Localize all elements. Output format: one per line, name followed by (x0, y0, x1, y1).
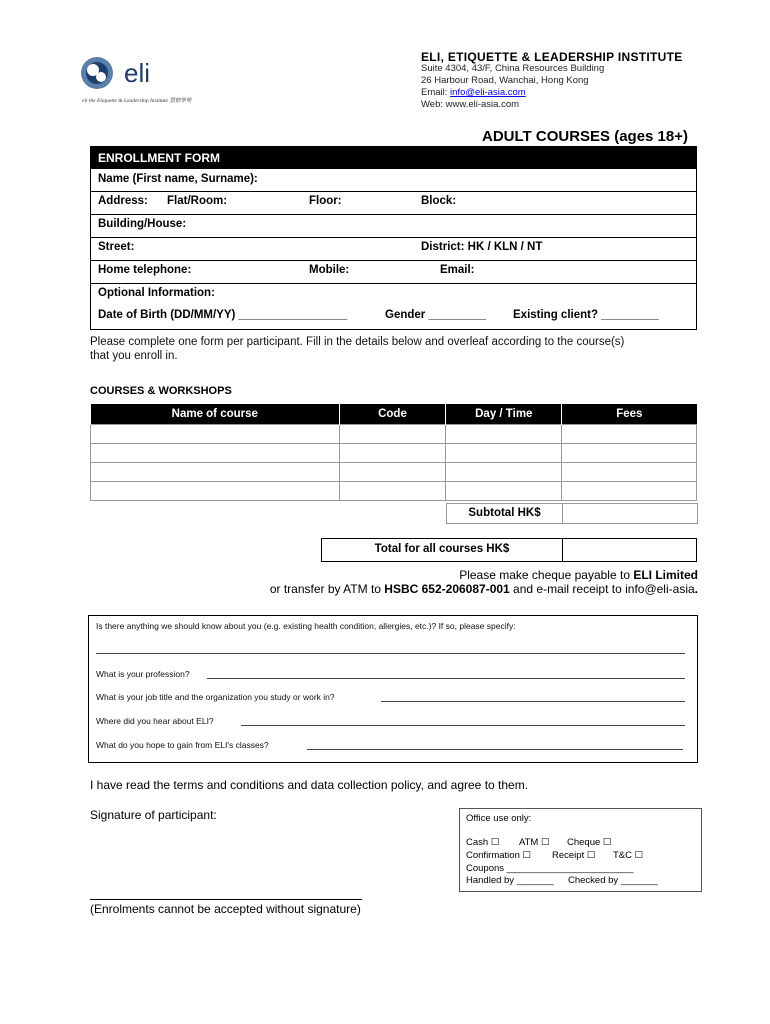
optional-info-label: Optional Information: (98, 287, 215, 299)
tc-checkbox[interactable]: T&C ☐ (613, 850, 644, 861)
course-fee-cell[interactable] (562, 482, 697, 501)
gain-question: What do you hope to gain from ELI's classes? (96, 740, 269, 750)
office-title: Office use only: (466, 813, 532, 824)
profession-answer-line[interactable] (207, 678, 685, 679)
payee-name: ELI Limited (633, 568, 698, 582)
web-line: Web: www.eli-asia.com (421, 99, 520, 110)
coupons-field[interactable]: Coupons ________________________ (466, 863, 634, 874)
gender-field[interactable]: Gender _________ (385, 309, 487, 321)
payment-line-1 (459, 568, 698, 582)
course-name-cell[interactable] (91, 444, 340, 463)
course-fee-cell[interactable] (562, 425, 697, 444)
course-name-cell[interactable] (91, 425, 340, 444)
payment-cheque-text: Please make cheque payable to (459, 568, 634, 582)
health-question: Is there anything we should know about you (e.g. existing health condition, allergies, etc.)? If so, please specify: (96, 621, 516, 631)
course-code-cell[interactable] (339, 444, 446, 463)
logo-tagline: eli the Etiquette & Leadership Institute 慧德學苑 (82, 98, 192, 104)
instructions-line-2: that you enroll in. (90, 350, 178, 362)
course-name-cell[interactable] (91, 463, 340, 482)
payment-line-2 (270, 582, 698, 596)
enrollment-form (90, 146, 697, 330)
subtotal-label: Subtotal HK$ (447, 504, 563, 523)
confirmation-checkbox[interactable]: Confirmation ☐ (466, 850, 532, 861)
street-field[interactable]: Street: (98, 241, 135, 253)
flat-room-field[interactable]: Flat/Room: (167, 195, 228, 207)
column-header-fees: Fees (562, 404, 697, 425)
table-row (91, 463, 697, 482)
signature-line[interactable] (90, 899, 362, 900)
enrollment-form-header: ENROLLMENT FORM (91, 147, 696, 169)
block-field[interactable]: Block: (421, 195, 457, 207)
questions-box (88, 615, 698, 763)
building-field[interactable]: Building/House: (98, 218, 187, 230)
total-value-field[interactable] (564, 539, 696, 559)
email-label: Email: (421, 87, 448, 98)
courses-table (90, 404, 697, 501)
address-line-1: Suite 4304, 43/F, China Resources Building (421, 63, 605, 74)
course-type-title: ADULT COURSES (ages 18+) (481, 128, 688, 145)
table-row (91, 444, 697, 463)
terms-agreement: I have read the terms and conditions and data collection policy, and agree to them. (90, 778, 529, 792)
profession-question: What is your profession? (96, 669, 190, 679)
course-fee-cell[interactable] (562, 463, 697, 482)
course-time-cell[interactable] (446, 463, 562, 482)
floor-field[interactable]: Floor: (309, 195, 342, 207)
courses-section-title: COURSES & WORKSHOPS (90, 385, 232, 397)
office-use-box (459, 808, 702, 892)
column-header-name: Name of course (91, 404, 340, 425)
mobile-field[interactable]: Mobile: (309, 264, 350, 276)
name-field[interactable]: Name (First name, Surname): (98, 173, 258, 185)
address-label: Address: (98, 195, 148, 207)
hear-answer-line[interactable] (241, 725, 685, 726)
address-line-2: 26 Harbour Road, Wanchai, Hong Kong (421, 75, 589, 86)
course-code-cell[interactable] (339, 463, 446, 482)
column-header-day-time: Day / Time (446, 404, 562, 425)
date-of-birth-field[interactable]: Date of Birth (DD/MM/YY) _________________ (98, 309, 348, 321)
total-label: Total for all courses HK$ (322, 539, 563, 561)
signature-label: Signature of participant: (90, 808, 217, 822)
email-line (421, 87, 526, 98)
subtotal-value-field[interactable] (563, 504, 697, 523)
course-time-cell[interactable] (446, 444, 562, 463)
health-answer-line[interactable] (96, 653, 685, 654)
course-fee-cell[interactable] (562, 444, 697, 463)
cheque-checkbox[interactable]: Cheque ☐ (567, 837, 612, 848)
handled-by-field[interactable]: Handled by _______ (466, 875, 554, 886)
hear-question: Where did you hear about ELI? (96, 716, 214, 726)
gain-answer-line[interactable] (307, 749, 683, 750)
payment-email-text: and e-mail receipt to info@eli-asia (509, 582, 695, 596)
payment-atm-text: or transfer by ATM to (269, 582, 385, 596)
table-row (91, 425, 697, 444)
payment-period: . (694, 582, 698, 596)
job-answer-line[interactable] (381, 701, 685, 702)
table-row (91, 482, 697, 501)
eli-logo-mark-icon (80, 56, 120, 90)
institute-name: ELI, ETIQUETTE & LEADERSHIP INSTITUTE (421, 50, 683, 64)
atm-checkbox[interactable]: ATM ☐ (519, 837, 550, 848)
course-code-cell[interactable] (339, 482, 446, 501)
checked-by-field[interactable]: Checked by _______ (568, 875, 658, 886)
cash-checkbox[interactable]: Cash ☐ (466, 837, 500, 848)
job-question: What is your job title and the organization you study or work in? (96, 692, 335, 702)
email-link[interactable]: info@eli-asia.com (450, 87, 526, 98)
column-header-code: Code (339, 404, 446, 425)
bank-account: HSBC 652-206087-001 (384, 582, 510, 596)
total-row (321, 538, 697, 562)
course-code-cell[interactable] (339, 425, 446, 444)
instructions-line-1: Please complete one form per participant. Fill in the details below and overleaf according to the course(s) (90, 336, 625, 348)
course-time-cell[interactable] (446, 425, 562, 444)
existing-client-field[interactable]: Existing client? _________ (513, 309, 659, 321)
receipt-checkbox[interactable]: Receipt ☐ (552, 850, 596, 861)
district-field[interactable]: District: HK / KLN / NT (421, 241, 543, 253)
course-time-cell[interactable] (446, 482, 562, 501)
signature-caption: (Enrolments cannot be accepted without signature) (90, 902, 361, 916)
subtotal-row (446, 503, 698, 524)
email-field[interactable]: Email: (440, 264, 475, 276)
course-name-cell[interactable] (91, 482, 340, 501)
home-telephone-field[interactable]: Home telephone: (98, 264, 192, 276)
logo-text: eli (124, 58, 151, 88)
